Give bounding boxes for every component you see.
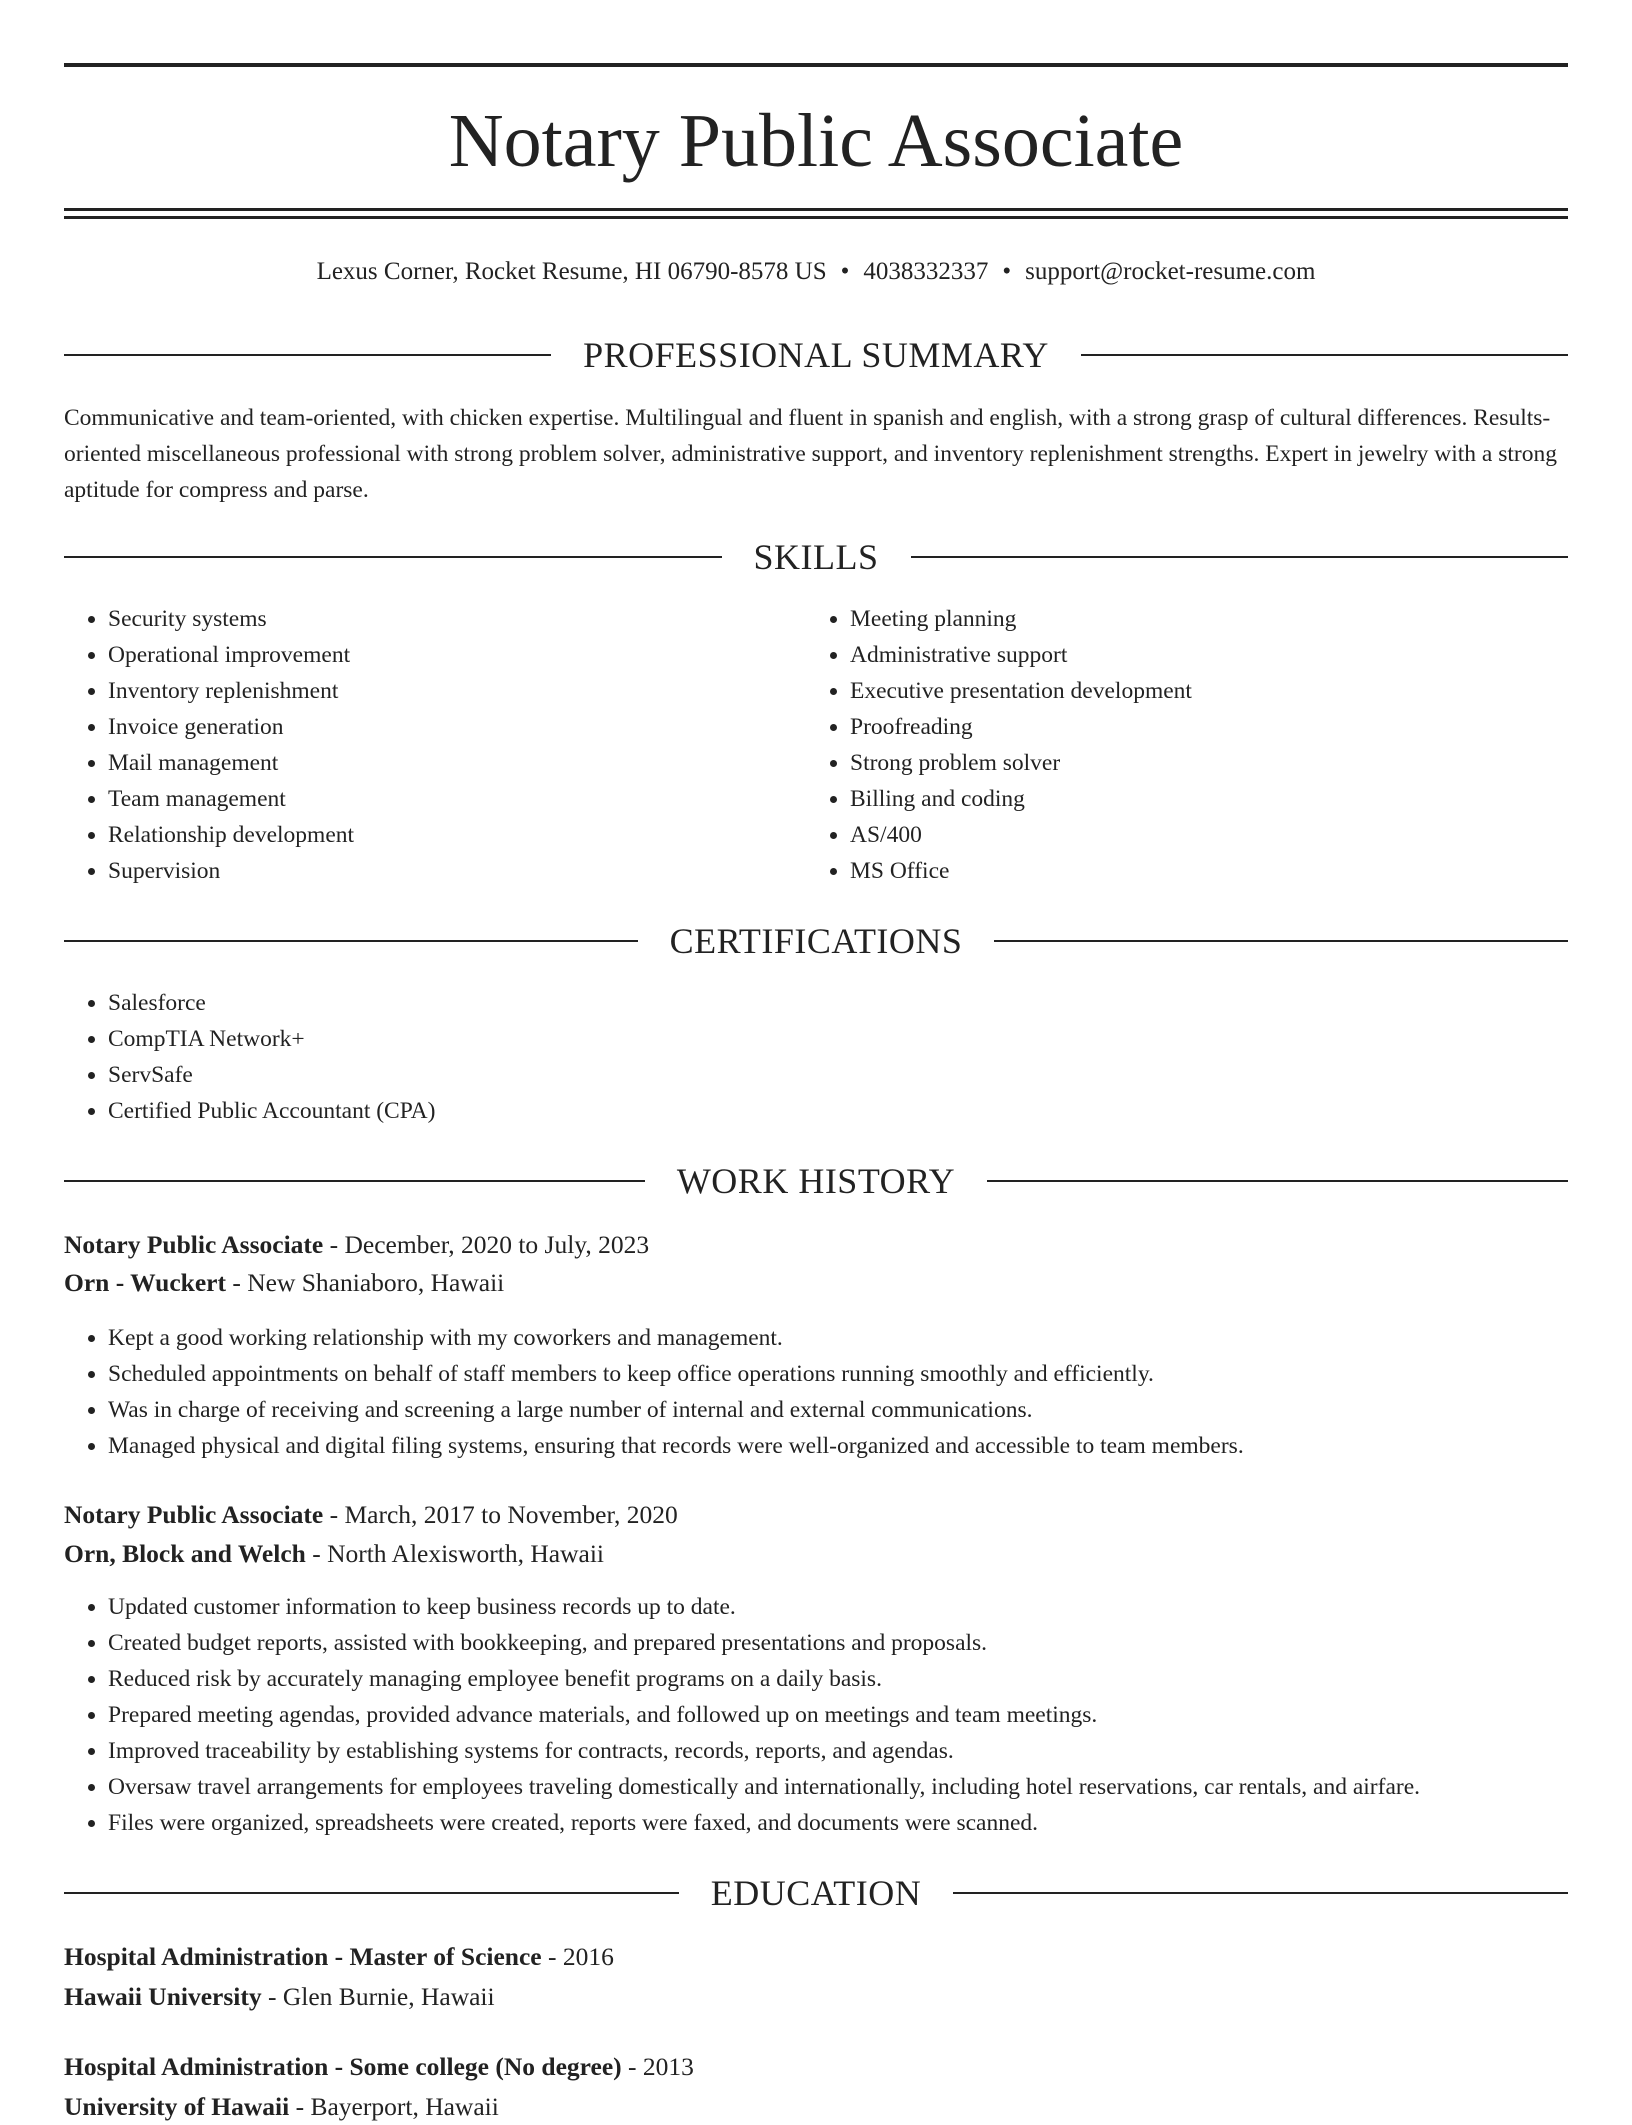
education-degree: Hospital Administration - Master of Science: [64, 1942, 542, 1971]
divider-line: [64, 1180, 645, 1182]
education-year: - 2016: [541, 1942, 614, 1971]
skill-item: • Invoice generation: [108, 709, 788, 745]
job-bullets: [64, 1589, 1632, 1841]
divider-line: [953, 1892, 1568, 1894]
education-degree: Hospital Administration - Some college (No degree): [64, 2052, 622, 2081]
job-company: Orn, Block and Welch: [64, 1539, 306, 1568]
divider-line: [911, 556, 1569, 558]
education-school-line: [64, 1979, 495, 2015]
contact-address: Lexus Corner, Rocket Resume, HI 06790-8578 US: [316, 258, 827, 285]
skill-item: • Billing and coding: [850, 781, 1610, 817]
job-bullet: • Improved traceability by establishing systems for contracts, records, reports, and agendas.: [108, 1733, 1632, 1769]
job-bullet: • Reduced risk by accurately managing employee benefit programs on a daily basis.: [108, 1661, 1632, 1697]
skill-item: • Inventory replenishment: [108, 673, 788, 709]
section-header-work-history: [64, 1159, 1568, 1203]
section-title: WORK HISTORY: [676, 1161, 956, 1201]
job-bullets: [64, 1320, 1608, 1464]
job-company-line: [64, 1536, 604, 1572]
skill-item: • Security systems: [108, 601, 788, 637]
skills-list-right: [806, 601, 1610, 889]
job-company-line: [64, 1265, 504, 1301]
divider-line: [64, 940, 638, 942]
skill-item: • Mail management: [108, 745, 788, 781]
education-school: University of Hawaii: [64, 2092, 290, 2121]
skill-item: • MS Office: [850, 853, 1610, 889]
job-dates: - March, 2017 to November, 2020: [323, 1500, 678, 1529]
job-dates: - December, 2020 to July, 2023: [323, 1230, 650, 1259]
skill-item: • Operational improvement: [108, 637, 788, 673]
skill-item: • AS/400: [850, 817, 1610, 853]
contact-separator: •: [840, 258, 850, 285]
summary-text: Communicative and team-oriented, with chicken expertise. Multilingual and fluent in spanish and english, with a strong grasp of cultural differences. Results-oriented miscellaneous professional with strong problem solver, administrative support, and inventory replenishment strengths. Expert in jewelry with a strong aptitude for compress and parse.: [64, 405, 1557, 503]
job-bullet: • Prepared meeting agendas, provided advance materials, and followed up on meetings and team meetings.: [108, 1697, 1632, 1733]
job-bullet: • Scheduled appointments on behalf of staff members to keep office operations running smoothly and efficiently.: [108, 1356, 1608, 1392]
certification-item: • Salesforce: [108, 985, 1508, 1021]
job-title-line: [64, 1497, 678, 1533]
skill-item: • Meeting planning: [850, 601, 1610, 637]
education-location: - Bayerport, Hawaii: [289, 2092, 499, 2121]
job-bullet: • Kept a good working relationship with my coworkers and management.: [108, 1320, 1608, 1356]
education-location: - Glen Burnie, Hawaii: [261, 1982, 495, 2011]
skill-item: • Proofreading: [850, 709, 1610, 745]
contact-phone: 4038332337: [863, 258, 989, 285]
skill-item: • Relationship development: [108, 817, 788, 853]
certifications-list: [64, 985, 1508, 1129]
education-school-line: [64, 2089, 499, 2125]
double-rule: [64, 208, 1568, 219]
certification-item: • ServSafe: [108, 1057, 1508, 1093]
section-header-certifications: [64, 919, 1568, 963]
skill-item: • Supervision: [108, 853, 788, 889]
certification-item: • CompTIA Network+: [108, 1021, 1508, 1057]
job-bullet: • Created budget reports, assisted with bookkeeping, and prepared presentations and proposals.: [108, 1625, 1632, 1661]
education-school: Hawaii University: [64, 1982, 262, 2011]
skill-item: • Administrative support: [850, 637, 1610, 673]
job-bullet: • Managed physical and digital filing systems, ensuring that records were well-organized and accessible to team members.: [108, 1428, 1608, 1464]
skills-list-left: [64, 601, 788, 889]
education-year: - 2013: [621, 2052, 694, 2081]
contact-line: [0, 256, 1632, 288]
job-title-line: [64, 1227, 649, 1263]
job-company: Orn - Wuckert: [64, 1268, 226, 1297]
job-bullet: • Files were organized, spreadsheets were created, reports were faxed, and documents were scanned.: [108, 1805, 1632, 1841]
divider-line: [987, 1180, 1568, 1182]
job-title: Notary Public Associate: [64, 1500, 324, 1529]
section-header-skills: [64, 535, 1568, 579]
job-bullet: • Was in charge of receiving and screening a large number of internal and external communications.: [108, 1392, 1608, 1428]
divider-line: [64, 1892, 679, 1894]
education-degree-line: [64, 1939, 614, 1975]
top-rule: [64, 63, 1568, 67]
divider-line: [994, 940, 1568, 942]
section-title: SKILLS: [753, 537, 879, 577]
job-bullet: • Updated customer information to keep business records up to date.: [108, 1589, 1632, 1625]
divider-line: [1081, 354, 1568, 356]
section-header-summary: [64, 333, 1568, 377]
divider-line: [64, 556, 722, 558]
divider-line: [64, 354, 551, 356]
section-title: CERTIFICATIONS: [669, 921, 963, 961]
skill-item: • Strong problem solver: [850, 745, 1610, 781]
job-title: Notary Public Associate: [64, 1230, 324, 1259]
certification-item: • Certified Public Accountant (CPA): [108, 1093, 1508, 1129]
education-degree-line: [64, 2049, 694, 2085]
skill-item: • Executive presentation development: [850, 673, 1610, 709]
skill-item: • Team management: [108, 781, 788, 817]
section-title: EDUCATION: [710, 1873, 922, 1913]
page-title: Notary Public Associate: [448, 99, 1184, 183]
job-bullet: • Oversaw travel arrangements for employees traveling domestically and internationally, including hotel reservations, car rentals, and airfare.: [108, 1769, 1632, 1805]
contact-email: support@rocket-resume.com: [1025, 258, 1316, 285]
job-location: - New Shaniaboro, Hawaii: [225, 1268, 505, 1297]
section-title: PROFESSIONAL SUMMARY: [583, 335, 1049, 375]
job-location: - North Alexisworth, Hawaii: [305, 1539, 604, 1568]
contact-separator: •: [1002, 258, 1012, 285]
section-header-education: [64, 1871, 1568, 1915]
